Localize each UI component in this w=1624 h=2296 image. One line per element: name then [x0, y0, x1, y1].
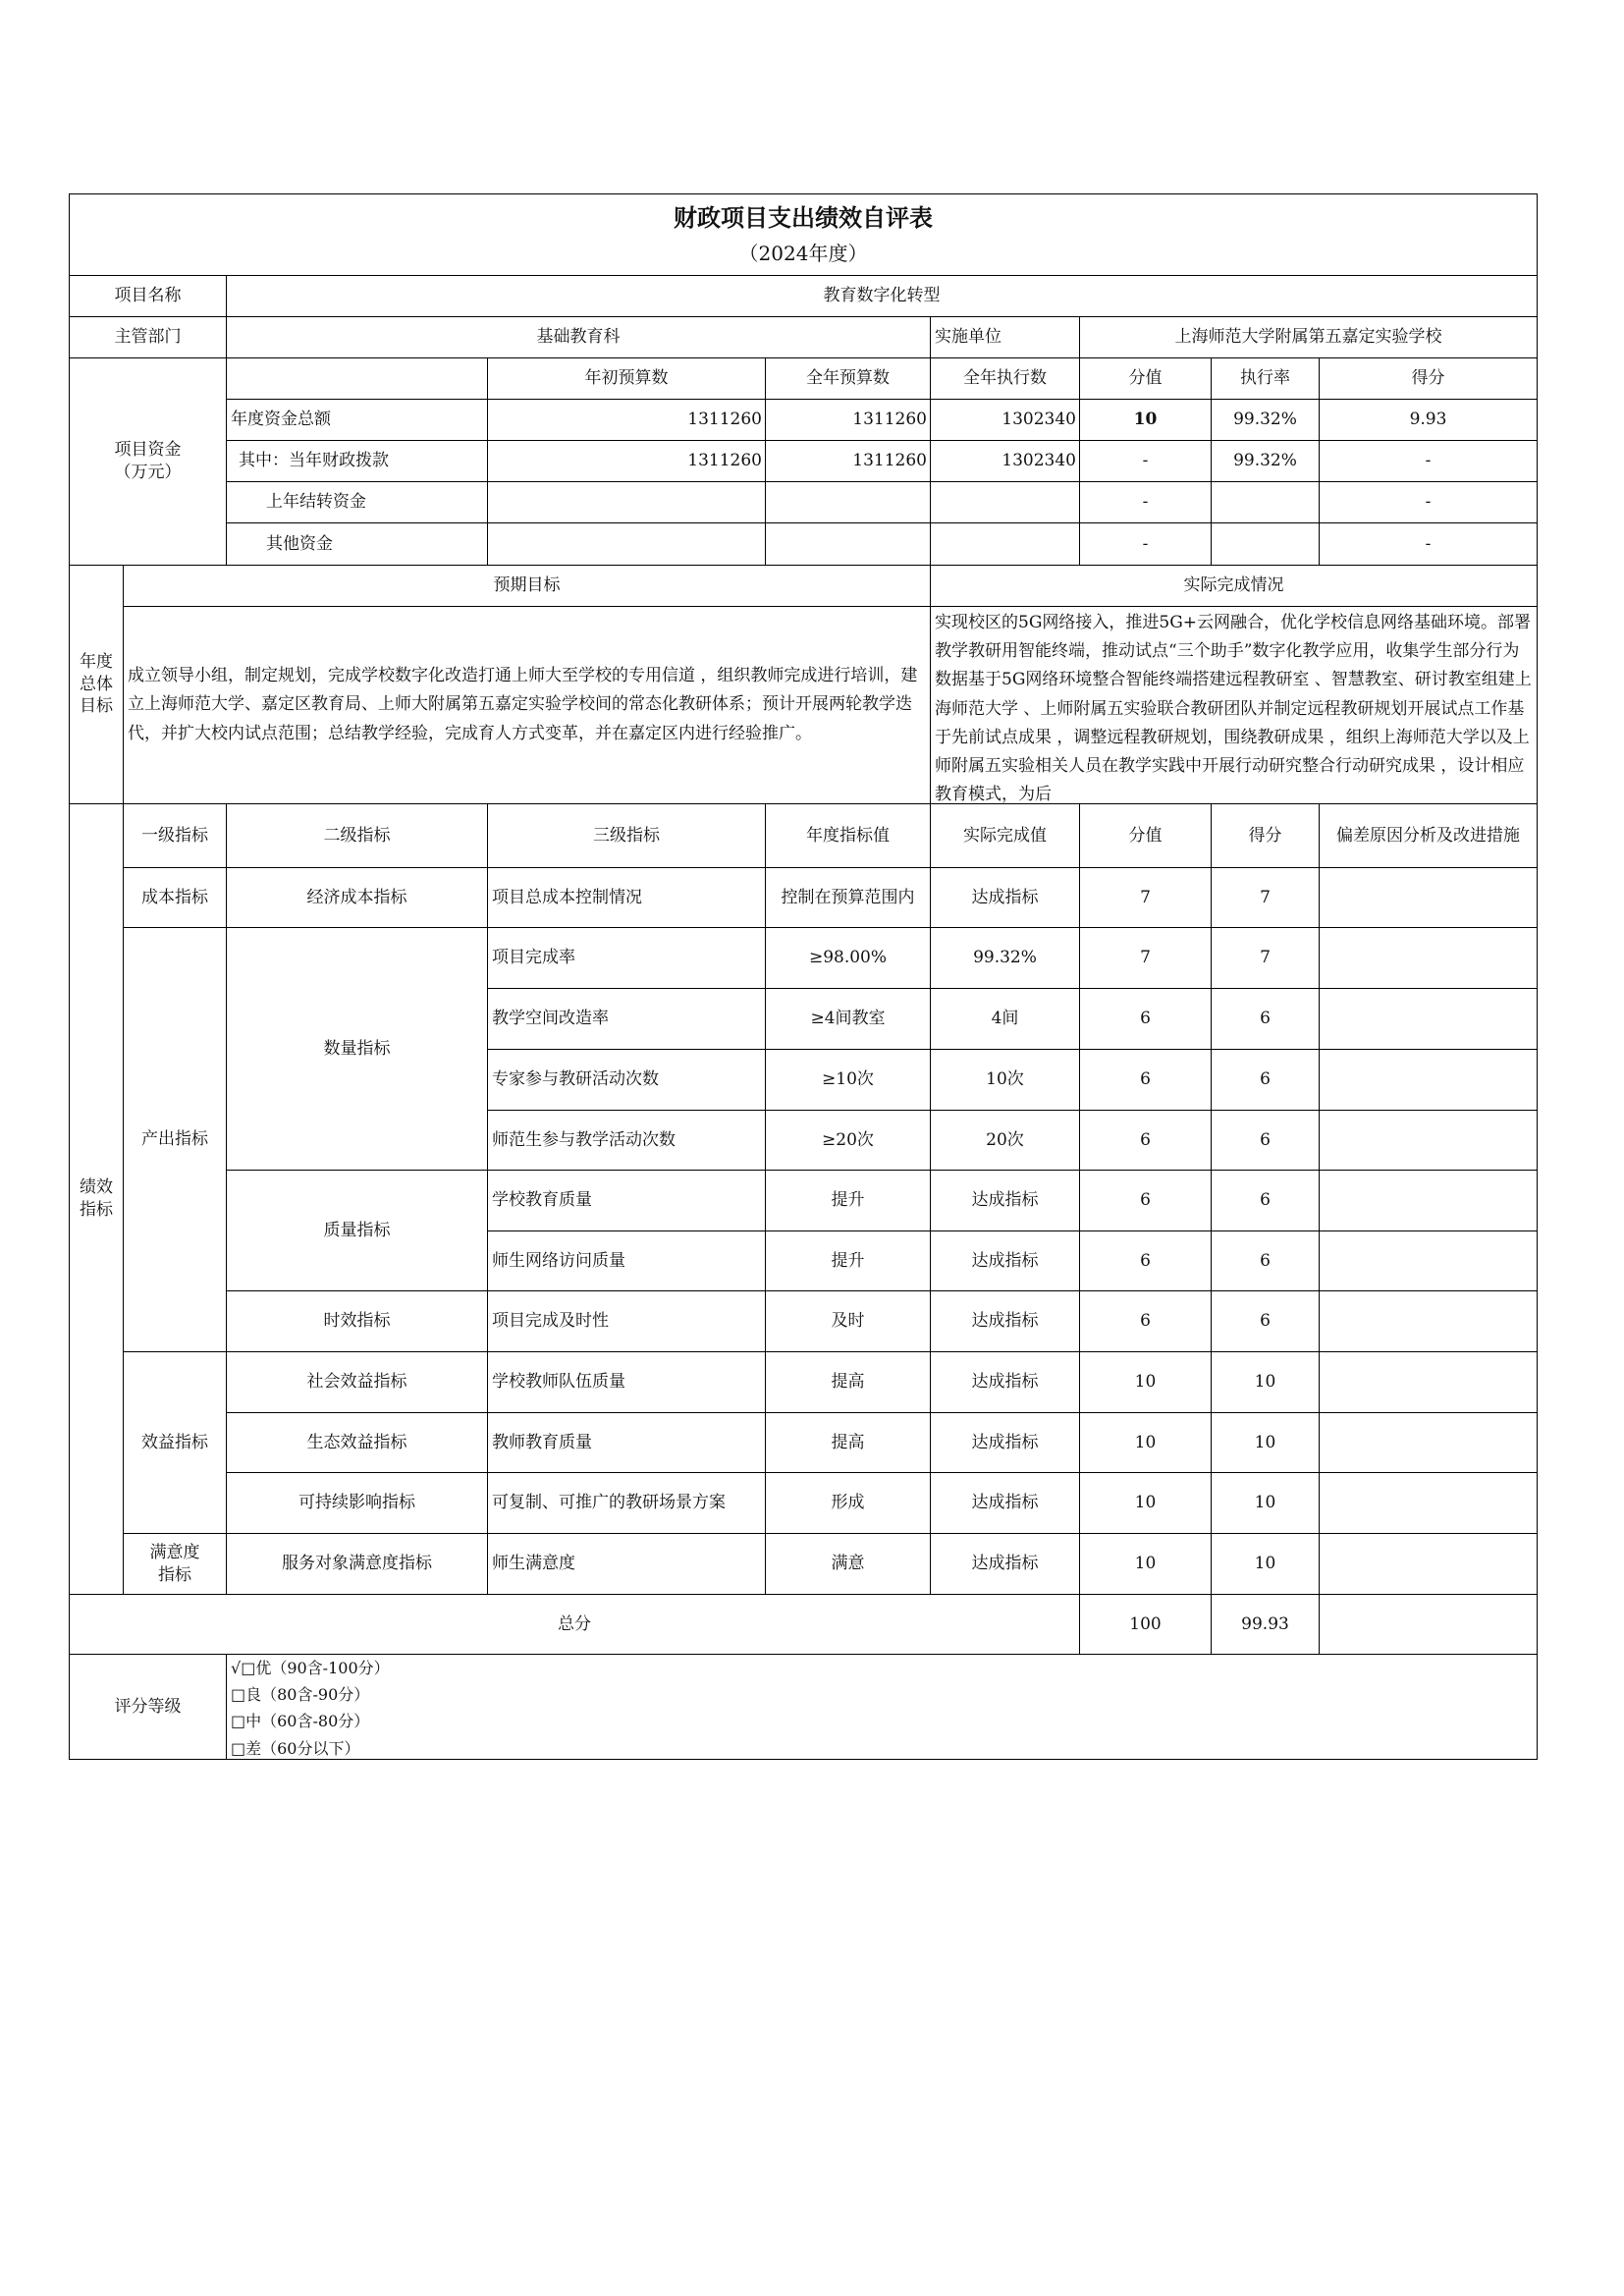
- fund-row-score: 9.93: [1319, 399, 1538, 441]
- level1-benefit: 效益指标: [123, 1351, 227, 1534]
- funds-col-rate: 执行率: [1211, 357, 1320, 400]
- indicator-deviation: [1319, 1290, 1538, 1352]
- goals-section-label: [69, 565, 124, 804]
- grade-option-excellent: √□优（90含-100分）: [231, 1659, 390, 1677]
- indicator-score-value: 7: [1079, 927, 1212, 989]
- fund-row-label: 其他资金: [226, 522, 488, 566]
- form-title-block: [69, 193, 1538, 276]
- indicator-score: 6: [1211, 1110, 1320, 1171]
- indicator-name: 教师教育质量: [487, 1412, 766, 1473]
- fund-row-score: -: [1319, 440, 1538, 482]
- fund-row-label: 上年结转资金: [226, 481, 488, 523]
- indicator-actual: 达成指标: [930, 1472, 1080, 1534]
- grade-label: 评分等级: [69, 1654, 227, 1760]
- indicator-deviation: [1319, 867, 1538, 928]
- indicator-target: 控制在预算范围内: [765, 867, 931, 928]
- indicator-target: ≥4间教室: [765, 988, 931, 1050]
- funds-col-score-value: 分值: [1079, 357, 1212, 400]
- indicator-target: 提高: [765, 1412, 931, 1473]
- fund-row-executed: 1302340: [930, 399, 1080, 441]
- perf-col-score-value: 分值: [1079, 803, 1212, 868]
- level1-satisfaction-line2: 指标: [158, 1564, 191, 1585]
- fund-row-rate: [1211, 522, 1320, 566]
- level2-service-satisfaction: 服务对象满意度指标: [226, 1533, 488, 1595]
- indicator-score: 6: [1211, 1170, 1320, 1231]
- performance-section-label: [69, 803, 124, 1595]
- level2-timeliness: 时效指标: [226, 1290, 488, 1352]
- indicator-actual: 99.32%: [930, 927, 1080, 989]
- indicator-score-value: 10: [1079, 1472, 1212, 1534]
- funds-section-label: [69, 357, 227, 566]
- grade-option-good: □良（80含-90分）: [231, 1685, 370, 1705]
- indicator-deviation: [1319, 1533, 1538, 1595]
- fund-row-rate: 99.32%: [1211, 440, 1320, 482]
- indicator-score: 7: [1211, 867, 1320, 928]
- indicator-name: 师生网络访问质量: [487, 1230, 766, 1291]
- dept-label: 主管部门: [69, 316, 227, 358]
- indicator-target: ≥20次: [765, 1110, 931, 1171]
- fund-row-score-value: -: [1079, 522, 1212, 566]
- perf-col-score: 得分: [1211, 803, 1320, 868]
- fund-row-label: 年度资金总额: [226, 399, 488, 441]
- fund-row-score-value: 10: [1079, 399, 1212, 441]
- indicator-score-value: 6: [1079, 1110, 1212, 1171]
- fund-row-rate: [1211, 481, 1320, 523]
- level2-quantity: 数量指标: [226, 927, 488, 1171]
- indicator-deviation: [1319, 1170, 1538, 1231]
- total-score-value: 100: [1079, 1594, 1212, 1655]
- indicator-actual: 达成指标: [930, 1290, 1080, 1352]
- perf-col-level1: 一级指标: [123, 803, 227, 868]
- goals-expected-header: 预期目标: [123, 565, 931, 607]
- indicator-actual: 达成指标: [930, 1412, 1080, 1473]
- indicator-target: ≥10次: [765, 1049, 931, 1111]
- indicator-actual: 达成指标: [930, 1170, 1080, 1231]
- fund-row-executed: [930, 481, 1080, 523]
- indicator-actual: 达成指标: [930, 1533, 1080, 1595]
- indicator-score: 7: [1211, 927, 1320, 989]
- funds-label-line1: 项目资金: [114, 440, 182, 461]
- indicator-name: 可复制、可推广的教研场景方案: [487, 1472, 766, 1534]
- level2-economic-cost: 经济成本指标: [226, 867, 488, 928]
- indicator-deviation: [1319, 1110, 1538, 1171]
- indicator-score-value: 10: [1079, 1351, 1212, 1413]
- level1-cost: 成本指标: [123, 867, 227, 928]
- fund-row-annual: 1311260: [765, 399, 931, 441]
- form-year: （2024年度）: [738, 241, 868, 265]
- indicator-actual: 达成指标: [930, 867, 1080, 928]
- level1-satisfaction: [123, 1533, 227, 1595]
- level1-output: 产出指标: [123, 927, 227, 1352]
- grade-option-fair: □中（60含-80分）: [231, 1712, 370, 1731]
- fund-row-score-value: -: [1079, 481, 1212, 523]
- indicator-name: 专家参与教研活动次数: [487, 1049, 766, 1111]
- indicator-deviation: [1319, 988, 1538, 1050]
- grade-options: [226, 1654, 1538, 1760]
- level2-eco-benefit: 生态效益指标: [226, 1412, 488, 1473]
- unit-value: 上海师范大学附属第五嘉定实验学校: [1079, 316, 1538, 358]
- indicator-actual: 4间: [930, 988, 1080, 1050]
- performance-label-line2: 指标: [80, 1200, 113, 1220]
- fund-row-initial: [487, 481, 766, 523]
- perf-col-actual: 实际完成值: [930, 803, 1080, 868]
- grade-option-poor: □差（60分以下）: [231, 1738, 360, 1758]
- indicator-score-value: 6: [1079, 1049, 1212, 1111]
- indicator-target: 提高: [765, 1351, 931, 1413]
- fund-row-annual: [765, 481, 931, 523]
- indicator-score-value: 7: [1079, 867, 1212, 928]
- indicator-target: 提升: [765, 1170, 931, 1231]
- indicator-score: 10: [1211, 1533, 1320, 1595]
- indicator-score: 6: [1211, 988, 1320, 1050]
- indicator-actual: 10次: [930, 1049, 1080, 1111]
- fund-row-executed: 1302340: [930, 440, 1080, 482]
- indicator-name: 师生满意度: [487, 1533, 766, 1595]
- indicator-target: 满意: [765, 1533, 931, 1595]
- indicator-name: 学校教育质量: [487, 1170, 766, 1231]
- indicator-name: 项目总成本控制情况: [487, 867, 766, 928]
- indicator-score-value: 10: [1079, 1412, 1212, 1473]
- indicator-score-value: 6: [1079, 1290, 1212, 1352]
- fund-row-initial: [487, 522, 766, 566]
- indicator-score-value: 6: [1079, 1230, 1212, 1291]
- goals-label-line2: 总体: [80, 674, 113, 694]
- indicator-deviation: [1319, 1049, 1538, 1111]
- indicator-target: ≥98.00%: [765, 927, 931, 989]
- project-name-label: 项目名称: [69, 275, 227, 317]
- project-name-value: 教育数字化转型: [226, 275, 1538, 317]
- funds-col-initial: 年初预算数: [487, 357, 766, 400]
- funds-col-annual: 全年预算数: [765, 357, 931, 400]
- goals-actual-header: 实际完成情况: [930, 565, 1538, 607]
- indicator-deviation: [1319, 1412, 1538, 1473]
- indicator-name: 学校教师队伍质量: [487, 1351, 766, 1413]
- indicator-target: 形成: [765, 1472, 931, 1534]
- funds-header-blank: [226, 357, 488, 400]
- fund-row-label: 其中：当年财政拨款: [226, 440, 488, 482]
- indicator-score: 10: [1211, 1412, 1320, 1473]
- indicator-score: 6: [1211, 1049, 1320, 1111]
- goals-expected-text: 成立领导小组，制定规划，完成学校数字化改造打通上师大至学校的专用信道 ，组织教师完成进行培训，建立上海师范大学、嘉定区教育局、上师大附属第五嘉定实验学校间的常态化教研体系；预计开展两轮教学迭代，并扩大校内试点范围；总结教学经验，完成育人方式变革，并在嘉定区内进行经验推广。: [123, 606, 931, 804]
- indicator-actual: 20次: [930, 1110, 1080, 1171]
- fund-row-score-value: -: [1079, 440, 1212, 482]
- dept-value: 基础教育科: [226, 316, 931, 358]
- funds-col-executed: 全年执行数: [930, 357, 1080, 400]
- perf-col-level2: 二级指标: [226, 803, 488, 868]
- indicator-score-value: 10: [1079, 1533, 1212, 1595]
- level2-quality: 质量指标: [226, 1170, 488, 1291]
- total-deviation: [1319, 1594, 1538, 1655]
- perf-col-target: 年度指标值: [765, 803, 931, 868]
- indicator-score: 10: [1211, 1351, 1320, 1413]
- level2-social-benefit: 社会效益指标: [226, 1351, 488, 1413]
- goals-label-line1: 年度: [80, 651, 113, 672]
- level2-sustainable: 可持续影响指标: [226, 1472, 488, 1534]
- funds-col-score: 得分: [1319, 357, 1538, 400]
- level1-satisfaction-line1: 满意度: [149, 1542, 200, 1562]
- indicator-score: 6: [1211, 1230, 1320, 1291]
- indicator-actual: 达成指标: [930, 1351, 1080, 1413]
- indicator-actual: 达成指标: [930, 1230, 1080, 1291]
- fund-row-initial: 1311260: [487, 399, 766, 441]
- indicator-target: 及时: [765, 1290, 931, 1352]
- goals-label-line3: 目标: [80, 696, 113, 717]
- indicator-deviation: [1319, 1351, 1538, 1413]
- perf-col-level3: 三级指标: [487, 803, 766, 868]
- unit-label: 实施单位: [930, 316, 1080, 358]
- indicator-deviation: [1319, 1230, 1538, 1291]
- indicator-deviation: [1319, 1472, 1538, 1534]
- fund-row-executed: [930, 522, 1080, 566]
- funds-label-line2: （万元）: [114, 463, 182, 482]
- indicator-score-value: 6: [1079, 988, 1212, 1050]
- performance-label-line1: 绩效: [80, 1177, 113, 1198]
- indicator-score-value: 6: [1079, 1170, 1212, 1231]
- indicator-target: 提升: [765, 1230, 931, 1291]
- indicator-score: 6: [1211, 1290, 1320, 1352]
- indicator-name: 项目完成率: [487, 927, 766, 989]
- fund-row-initial: 1311260: [487, 440, 766, 482]
- indicator-name: 项目完成及时性: [487, 1290, 766, 1352]
- goals-actual-text: 实现校区的5G网络接入，推进5G+云网融合，优化学校信息网络基础环境。部署教学教研用智能终端，推动试点“三个助手”数字化教学应用，收集学生部分行为数据基于5G网络环境整合智能终端搭建远程教研室 、智慧教室、研讨教室组建上海师范大学 、上师附属五实验联合教研团队并制定远程教研规划开展试点工作基于先前试点成果 ，调整远程教研规划，围绕教研成果 ，组织上海师范大学以及上师附属五实验相关人员在教学实践中开展行动研究整合行动研究成果 ，设计相应教育模式，为后: [930, 606, 1538, 804]
- fund-row-rate: 99.32%: [1211, 399, 1320, 441]
- indicator-name: 教学空间改造率: [487, 988, 766, 1050]
- total-score: 99.93: [1211, 1594, 1320, 1655]
- fund-row-annual: 1311260: [765, 440, 931, 482]
- perf-col-deviation: 偏差原因分析及改进措施: [1319, 803, 1538, 868]
- total-label: 总分: [69, 1594, 1080, 1655]
- fund-row-score: -: [1319, 481, 1538, 523]
- indicator-deviation: [1319, 927, 1538, 989]
- fund-row-annual: [765, 522, 931, 566]
- form-title: 财政项目支出绩效自评表: [674, 204, 933, 233]
- fund-row-score: -: [1319, 522, 1538, 566]
- indicator-score: 10: [1211, 1472, 1320, 1534]
- indicator-name: 师范生参与教学活动次数: [487, 1110, 766, 1171]
